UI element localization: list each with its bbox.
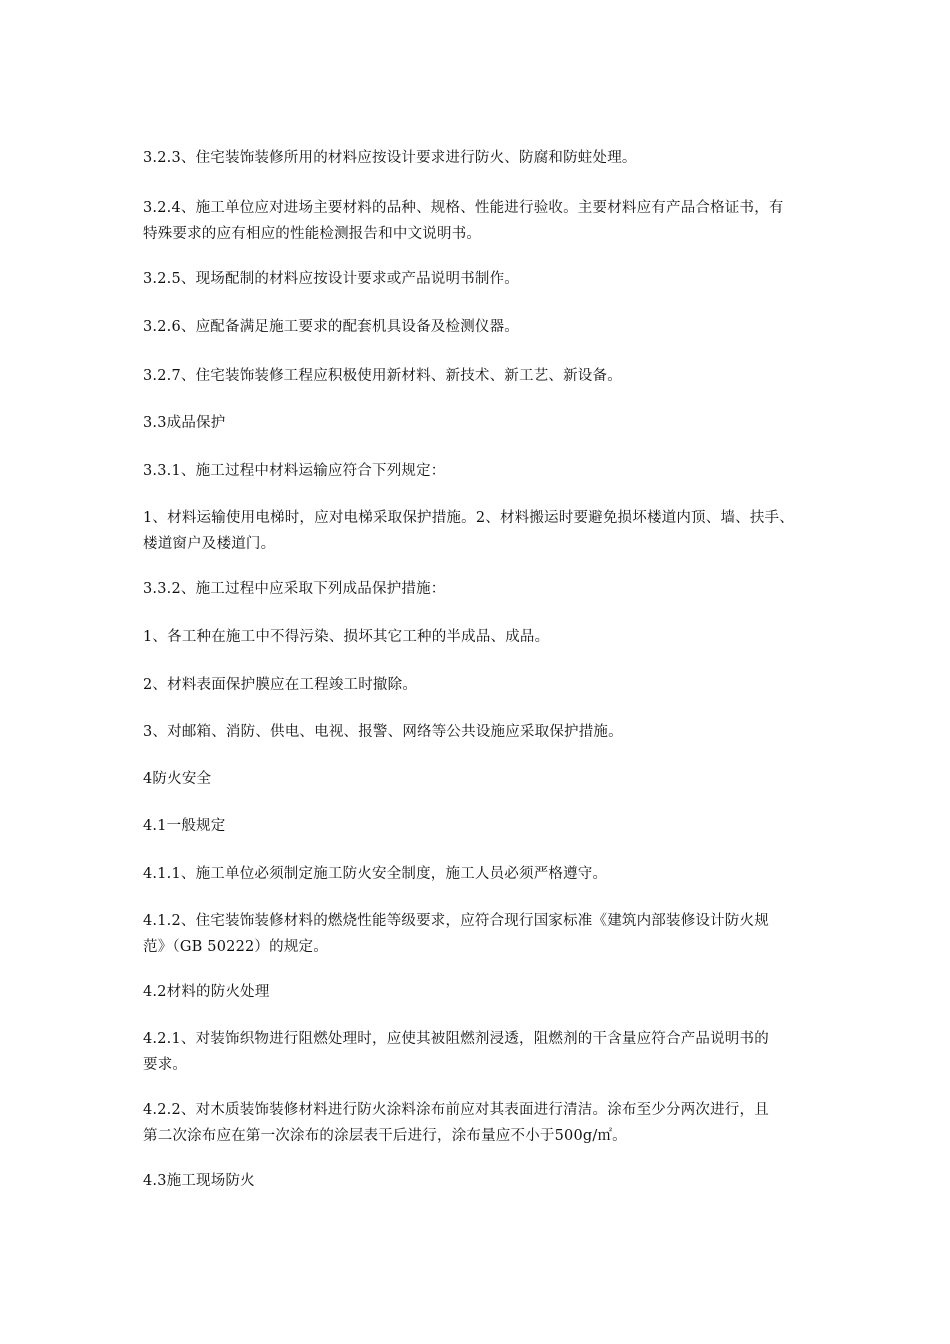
clause-3-2-4-line-1: 3.2.4、施工单位应对进场主要材料的品种、规格、性能进行验收。主要材料应有产品合格证书，有: [143, 200, 784, 216]
clause-3-3-2: 3.3.2、施工过程中应采取下列成品保护措施：: [143, 581, 446, 597]
clause-3-3-2-item-3: 3、对邮箱、消防、供电、电视、报警、网络等公共设施应采取保护措施。: [143, 724, 623, 740]
clause-4-1-1: 4.1.1、施工单位必须制定施工防火安全制度，施工人员必须严格遵守。: [143, 866, 608, 882]
clause-4-2-1-line-2: 要求。: [143, 1057, 188, 1073]
clause-3-3-1: 3.3.1、施工过程中材料运输应符合下列规定：: [143, 463, 446, 479]
clause-4-2-2-line-1: 4.2.2、对木质装饰装修材料进行防火涂料涂布前应对其表面进行清洁。涂布至少分两次进行，且: [143, 1102, 769, 1118]
clause-4-2-2: [143, 1097, 808, 1149]
clause-4-1-2-line-1: 4.1.2、住宅装饰装修材料的燃烧性能等级要求，应符合现行国家标准《建筑内部装修设计防火规: [143, 913, 769, 929]
clause-3-2-4: [143, 195, 808, 247]
clause-3-3-1-items-line-2: 楼道窗户及楼道门。: [143, 536, 276, 552]
clause-3-2-5: 3.2.5、现场配制的材料应按设计要求或产品说明书制作。: [143, 271, 519, 287]
clause-4-2-1: [143, 1026, 808, 1078]
clause-3-2-6: 3.2.6、应配备满足施工要求的配套机具设备及检测仪器。: [143, 319, 519, 335]
section-heading-3-3: 3.3成品保护: [143, 415, 226, 431]
clause-4-1-2-line-2: 范》（GB 50222）的规定。: [143, 939, 328, 955]
clause-3-2-4-line-2: 特殊要求的应有相应的性能检测报告和中文说明书。: [143, 226, 482, 242]
chapter-heading-4: 4防火安全: [143, 771, 212, 787]
clause-3-3-1-items: [143, 505, 808, 557]
clause-3-3-2-item-2: 2、材料表面保护膜应在工程竣工时撤除。: [143, 677, 418, 693]
section-heading-4-3: 4.3施工现场防火: [143, 1173, 255, 1189]
clause-3-3-2-item-1: 1、各工种在施工中不得污染、损坏其它工种的半成品、成品。: [143, 629, 550, 645]
clause-3-2-7: 3.2.7、住宅装饰装修工程应积极使用新材料、新技术、新工艺、新设备。: [143, 368, 622, 384]
clause-3-3-1-items-line-1: 1、材料运输使用电梯时，应对电梯采取保护措施。2、材料搬运时要避免损坏楼道内顶、墙、扶手、: [143, 510, 794, 526]
clause-4-2-2-line-2: 第二次涂布应在第一次涂布的涂层表干后进行，涂布量应不小于500g/㎡。: [143, 1128, 627, 1144]
section-heading-4-1: 4.1一般规定: [143, 818, 226, 834]
clause-3-2-3: 3.2.3、住宅装饰装修所用的材料应按设计要求进行防火、防腐和防蛀处理。: [143, 150, 637, 166]
clause-4-2-1-line-1: 4.2.1、对装饰织物进行阻燃处理时，应使其被阻燃剂浸透，阻燃剂的干含量应符合产品说明书的: [143, 1031, 769, 1047]
section-heading-4-2: 4.2材料的防火处理: [143, 984, 270, 1000]
clause-4-1-2: [143, 908, 808, 960]
